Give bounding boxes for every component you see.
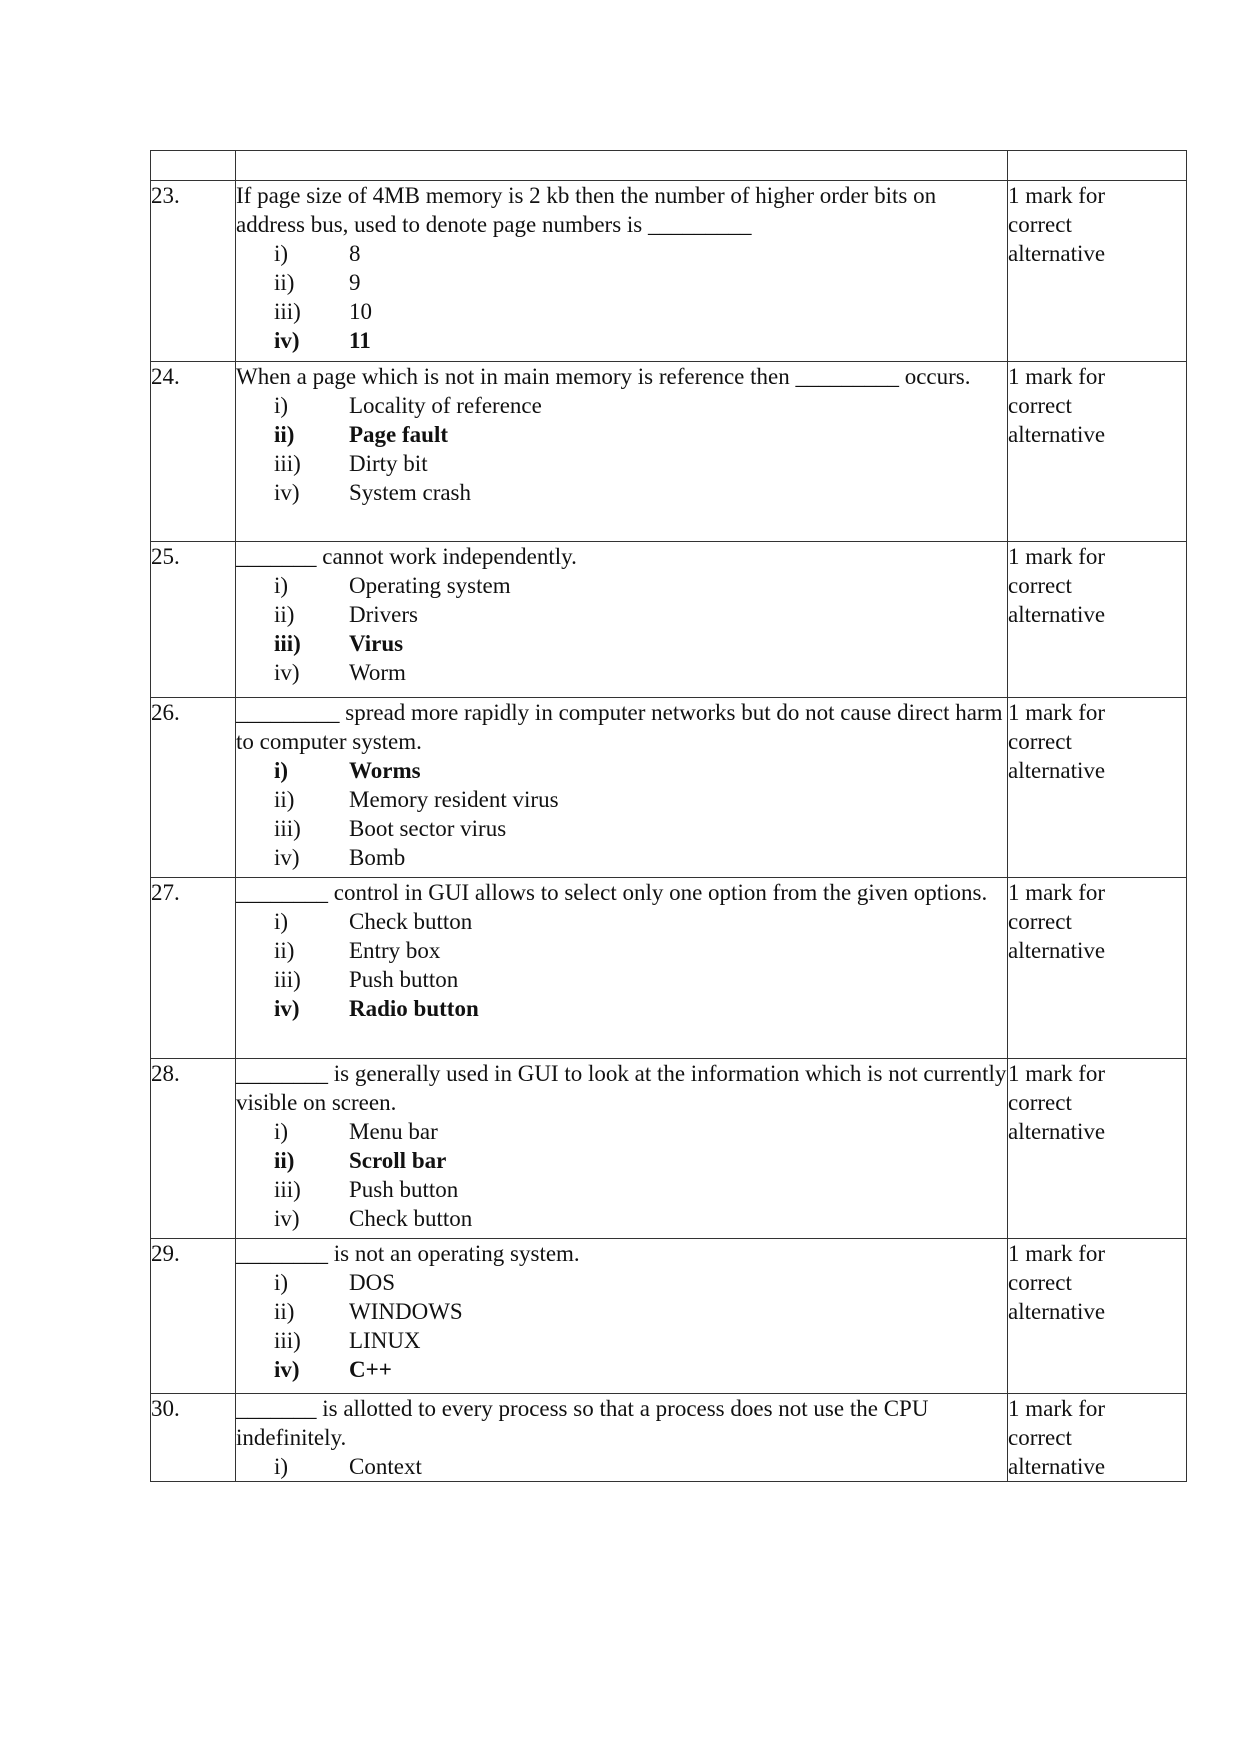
option-text: Boot sector virus — [349, 816, 507, 841]
option-label: i) — [274, 241, 289, 266]
question-row — [151, 1059, 1187, 1239]
option-item — [236, 1452, 1007, 1481]
question-text: _______ cannot work independently. — [236, 544, 577, 569]
marks-line: alternative — [1008, 758, 1106, 783]
option-text: Push button — [349, 1177, 459, 1202]
option-text: Check button — [349, 1206, 473, 1231]
question-cell — [236, 698, 1008, 878]
question-text: ________ control in GUI allows to select only one option from the given options. — [236, 880, 988, 905]
option-item — [236, 1175, 1007, 1204]
option-item — [236, 326, 1007, 355]
option-label: ii) — [274, 787, 295, 812]
option-text: WINDOWS — [349, 1299, 463, 1324]
question-number: 25. — [151, 542, 236, 698]
marks-cell — [1008, 1059, 1187, 1239]
option-text: Operating system — [349, 573, 511, 598]
option-label: iv) — [274, 480, 300, 505]
marks-line: correct — [1008, 212, 1072, 237]
option-text: 9 — [349, 270, 361, 295]
option-label: ii) — [274, 938, 295, 963]
question-text: _______ is allotted to every process so that a process does not use the CPU indefinitely. — [236, 1396, 929, 1450]
option-item — [236, 449, 1007, 478]
option-item — [236, 814, 1007, 843]
marks-line: 1 mark for — [1008, 880, 1106, 905]
option-text: Locality of reference — [349, 393, 542, 418]
marks-line: 1 mark for — [1008, 1061, 1106, 1086]
question-number: 30. — [151, 1394, 236, 1482]
question-table — [150, 150, 1187, 1482]
option-label: iv) — [274, 328, 300, 353]
marks-line: alternative — [1008, 1299, 1106, 1324]
question-text: When a page which is not in main memory is reference then _________ occurs. — [236, 364, 971, 389]
marks-line: correct — [1008, 1270, 1072, 1295]
option-item — [236, 1326, 1007, 1355]
question-cell — [236, 1059, 1008, 1239]
question-text: ________ is not an operating system. — [236, 1241, 580, 1266]
marks-line: 1 mark for — [1008, 1396, 1106, 1421]
option-text: Worms — [349, 758, 421, 783]
options-list — [236, 391, 1007, 507]
option-label: i) — [274, 758, 289, 783]
question-text: ________ is generally used in GUI to look at the information which is not currently visible on screen. — [236, 1061, 1007, 1115]
option-item — [236, 994, 1007, 1023]
option-text: Drivers — [349, 602, 418, 627]
marks-line: 1 mark for — [1008, 544, 1106, 569]
question-cell — [236, 362, 1008, 542]
question-number: 28. — [151, 1059, 236, 1239]
option-text: Context — [349, 1454, 422, 1479]
option-item — [236, 571, 1007, 600]
option-item — [236, 658, 1007, 687]
question-number: 29. — [151, 1239, 236, 1394]
option-text: Virus — [349, 631, 404, 656]
question-cell — [236, 542, 1008, 698]
question-text: _________ spread more rapidly in computer networks but do not cause direct harm to computer system. — [236, 700, 1003, 754]
option-text: 10 — [349, 299, 372, 324]
option-label: iii) — [274, 631, 301, 656]
option-label: iii) — [274, 1328, 301, 1353]
option-text: Page fault — [349, 422, 449, 447]
option-label: iv) — [274, 996, 300, 1021]
marks-line: 1 mark for — [1008, 364, 1106, 389]
option-item — [236, 239, 1007, 268]
marks-line: 1 mark for — [1008, 1241, 1106, 1266]
option-label: i) — [274, 1270, 289, 1295]
marks-cell — [1008, 181, 1187, 362]
option-label: ii) — [274, 602, 295, 627]
option-item — [236, 1117, 1007, 1146]
option-label: iii) — [274, 451, 301, 476]
marks-cell — [1008, 362, 1187, 542]
question-row — [151, 362, 1187, 542]
option-item — [236, 600, 1007, 629]
question-text: If page size of 4MB memory is 2 kb then the number of higher order bits on address bus, used to denote page numbers is _________ — [236, 183, 937, 237]
question-row — [151, 878, 1187, 1059]
option-label: iii) — [274, 299, 301, 324]
option-text: Push button — [349, 967, 459, 992]
option-item — [236, 297, 1007, 326]
option-item — [236, 1146, 1007, 1175]
question-row — [151, 542, 1187, 698]
options-list — [236, 1452, 1007, 1481]
empty-cell — [236, 151, 1008, 181]
marks-line: correct — [1008, 729, 1072, 754]
option-item — [236, 756, 1007, 785]
option-text: System crash — [349, 480, 472, 505]
option-label: i) — [274, 393, 289, 418]
marks-line: correct — [1008, 573, 1072, 598]
option-item — [236, 936, 1007, 965]
option-item — [236, 1355, 1007, 1384]
question-cell — [236, 1394, 1008, 1482]
option-text: LINUX — [349, 1328, 421, 1353]
option-label: ii) — [274, 1148, 295, 1173]
marks-line: 1 mark for — [1008, 700, 1106, 725]
question-cell — [236, 878, 1008, 1059]
option-text: Scroll bar — [349, 1148, 447, 1173]
option-text: Radio button — [349, 996, 479, 1021]
option-text: Dirty bit — [349, 451, 428, 476]
option-text: C++ — [349, 1357, 392, 1382]
option-text: Menu bar — [349, 1119, 438, 1144]
marks-cell — [1008, 878, 1187, 1059]
option-item — [236, 1297, 1007, 1326]
option-item — [236, 1204, 1007, 1233]
question-row — [151, 1239, 1187, 1394]
option-text: Check button — [349, 909, 473, 934]
marks-line: alternative — [1008, 1119, 1106, 1144]
option-text: DOS — [349, 1270, 396, 1295]
marks-cell — [1008, 1394, 1187, 1482]
option-item — [236, 391, 1007, 420]
option-label: i) — [274, 1119, 289, 1144]
option-label: ii) — [274, 1299, 295, 1324]
option-label: iv) — [274, 1206, 300, 1231]
question-number: 23. — [151, 181, 236, 362]
option-item — [236, 785, 1007, 814]
marks-line: alternative — [1008, 938, 1106, 963]
option-text: Memory resident virus — [349, 787, 559, 812]
option-label: i) — [274, 1454, 289, 1479]
option-label: iii) — [274, 816, 301, 841]
option-label: iii) — [274, 1177, 301, 1202]
option-item — [236, 843, 1007, 872]
question-row — [151, 1394, 1187, 1482]
question-number: 27. — [151, 878, 236, 1059]
option-item — [236, 420, 1007, 449]
table-header-row — [151, 151, 1187, 181]
option-item — [236, 629, 1007, 658]
option-text: 11 — [349, 328, 371, 353]
option-label: i) — [274, 909, 289, 934]
options-list — [236, 756, 1007, 872]
marks-line: correct — [1008, 1425, 1072, 1450]
marks-cell — [1008, 698, 1187, 878]
option-text: Bomb — [349, 845, 406, 870]
question-cell — [236, 181, 1008, 362]
marks-line: 1 mark for — [1008, 183, 1106, 208]
marks-line: alternative — [1008, 1454, 1106, 1479]
option-item — [236, 907, 1007, 936]
options-list — [236, 1268, 1007, 1384]
marks-line: alternative — [1008, 422, 1106, 447]
marks-cell — [1008, 1239, 1187, 1394]
option-item — [236, 268, 1007, 297]
marks-line: correct — [1008, 393, 1072, 418]
empty-cell — [1008, 151, 1187, 181]
question-row — [151, 698, 1187, 878]
question-number: 26. — [151, 698, 236, 878]
option-item — [236, 965, 1007, 994]
option-text: 8 — [349, 241, 361, 266]
option-text: Entry box — [349, 938, 441, 963]
options-list — [236, 907, 1007, 1023]
option-label: iv) — [274, 1357, 300, 1382]
options-list — [236, 571, 1007, 687]
option-item — [236, 1268, 1007, 1297]
options-list — [236, 1117, 1007, 1233]
empty-cell — [151, 151, 236, 181]
question-cell — [236, 1239, 1008, 1394]
option-label: ii) — [274, 422, 295, 447]
option-label: i) — [274, 573, 289, 598]
option-label: ii) — [274, 270, 295, 295]
marks-cell — [1008, 542, 1187, 698]
question-row — [151, 181, 1187, 362]
options-list — [236, 239, 1007, 355]
marks-line: alternative — [1008, 602, 1106, 627]
marks-line: correct — [1008, 909, 1072, 934]
option-label: iii) — [274, 967, 301, 992]
option-label: iv) — [274, 845, 300, 870]
option-item — [236, 478, 1007, 507]
option-label: iv) — [274, 660, 300, 685]
option-text: Worm — [349, 660, 406, 685]
marks-line: correct — [1008, 1090, 1072, 1115]
question-number: 24. — [151, 362, 236, 542]
marks-line: alternative — [1008, 241, 1106, 266]
